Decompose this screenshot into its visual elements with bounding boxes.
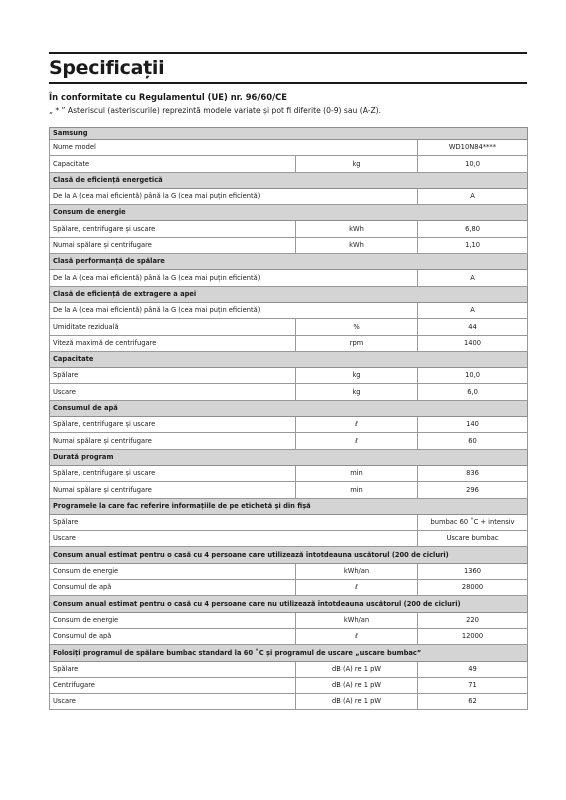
section-header-row	[50, 172, 528, 188]
section-title: Consum de energie	[50, 205, 528, 221]
row-value: 140	[418, 417, 528, 433]
row-label: Uscare	[50, 531, 418, 547]
section-title: Programele la care fac referire informațiile de pe etichetă și din fișă	[50, 498, 528, 514]
row-unit: ℓ	[296, 580, 418, 596]
row-value: 62	[418, 694, 528, 710]
table-row	[50, 563, 528, 579]
table-row	[50, 661, 528, 677]
row-label: Numai spălare și centrifugare	[50, 433, 296, 449]
row-label: Uscare	[50, 694, 296, 710]
table-row	[50, 368, 528, 384]
section-header-row	[50, 645, 528, 661]
section-header-row	[50, 449, 528, 465]
row-value: 836	[418, 465, 528, 481]
row-label: Capacitate	[50, 156, 296, 172]
table-row	[50, 335, 528, 351]
row-label: Consumul de apă	[50, 628, 296, 644]
row-value: bumbac 60 ˚C + intensiv	[418, 514, 528, 530]
page-title: Specificații	[49, 57, 165, 79]
table-row	[50, 694, 528, 710]
row-value: Uscare bumbac	[418, 531, 528, 547]
row-unit: dB (A) re 1 pW	[296, 661, 418, 677]
section-title: Clasă de eficiență energetică	[50, 172, 528, 188]
row-label: Consumul de apă	[50, 580, 296, 596]
row-unit: kg	[296, 368, 418, 384]
section-header-row	[50, 128, 528, 140]
row-value: 10,0	[418, 368, 528, 384]
row-label: Spălare, centrifugare și uscare	[50, 417, 296, 433]
row-value: 49	[418, 661, 528, 677]
row-value: 60	[418, 433, 528, 449]
section-header-row	[50, 400, 528, 416]
section-title: Consum anual estimat pentru o casă cu 4 persoane care utilizează întotdeauna uscătorul (200 de cicluri)	[50, 547, 528, 563]
table-row	[50, 531, 528, 547]
table-row	[50, 677, 528, 693]
row-unit: ℓ	[296, 433, 418, 449]
row-unit: kg	[296, 384, 418, 400]
asterisk-note: „ * ” Asteriscul (asteriscurile) reprezintă modele variate și pot fi diferite (0-9) sau (A-Z).	[49, 106, 382, 115]
table-row	[50, 156, 528, 172]
table-row	[50, 628, 528, 644]
section-title: Durată program	[50, 449, 528, 465]
table-row	[50, 319, 528, 335]
table-row	[50, 140, 528, 156]
row-value: 28000	[418, 580, 528, 596]
table-row	[50, 465, 528, 481]
table-row	[50, 221, 528, 237]
table-row	[50, 580, 528, 596]
row-unit: rpm	[296, 335, 418, 351]
row-unit: min	[296, 465, 418, 481]
row-unit: dB (A) re 1 pW	[296, 694, 418, 710]
table-row	[50, 384, 528, 400]
row-unit: kWh/an	[296, 563, 418, 579]
table-row	[50, 514, 528, 530]
table-row	[50, 270, 528, 286]
row-value: 12000	[418, 628, 528, 644]
table-row	[50, 482, 528, 498]
section-title: Samsung	[50, 128, 528, 140]
table-row	[50, 433, 528, 449]
row-value: 1400	[418, 335, 528, 351]
row-unit: ℓ	[296, 417, 418, 433]
section-title: Consum anual estimat pentru o casă cu 4 persoane care nu utilizează întotdeauna uscătorul (200 de cicluri)	[50, 596, 528, 612]
specifications-table	[49, 127, 528, 710]
row-value: 1360	[418, 563, 528, 579]
row-value: 6,0	[418, 384, 528, 400]
row-label: Centrifugare	[50, 677, 296, 693]
section-title: Clasă performanță de spălare	[50, 254, 528, 270]
row-label: Numai spălare și centrifugare	[50, 237, 296, 253]
row-unit: %	[296, 319, 418, 335]
row-value: 44	[418, 319, 528, 335]
section-title: Clasă de eficiență de extragere a apei	[50, 286, 528, 302]
row-label: Spălare	[50, 368, 296, 384]
row-unit: kg	[296, 156, 418, 172]
section-title: Capacitate	[50, 351, 528, 367]
row-label: Numai spălare și centrifugare	[50, 482, 296, 498]
table-row	[50, 188, 528, 204]
row-label: Consum de energie	[50, 612, 296, 628]
row-value: A	[418, 302, 528, 318]
section-header-row	[50, 286, 528, 302]
title-bar	[49, 52, 527, 84]
row-unit: kWh	[296, 221, 418, 237]
row-label: Spălare	[50, 661, 296, 677]
section-header-row	[50, 498, 528, 514]
row-label: Umiditate reziduală	[50, 319, 296, 335]
row-value: 71	[418, 677, 528, 693]
table-row	[50, 237, 528, 253]
row-label: Viteză maximă de centrifugare	[50, 335, 296, 351]
row-value: A	[418, 270, 528, 286]
conformity-heading: În conformitate cu Regulamentul (UE) nr. 96/60/CE	[49, 92, 288, 102]
row-unit: dB (A) re 1 pW	[296, 677, 418, 693]
section-header-row	[50, 205, 528, 221]
row-label: Spălare, centrifugare și uscare	[50, 221, 296, 237]
row-value: 1,10	[418, 237, 528, 253]
row-unit: kWh	[296, 237, 418, 253]
row-value: WD10N84****	[418, 140, 528, 156]
row-unit: ℓ	[296, 628, 418, 644]
row-label: Consum de energie	[50, 563, 296, 579]
row-label: De la A (cea mai eficientă) până la G (cea mai puțin eficientă)	[50, 270, 418, 286]
row-value: 296	[418, 482, 528, 498]
row-label: Uscare	[50, 384, 296, 400]
row-unit: min	[296, 482, 418, 498]
section-header-row	[50, 351, 528, 367]
section-header-row	[50, 547, 528, 563]
table-row	[50, 417, 528, 433]
row-label: Spălare	[50, 514, 418, 530]
row-label: De la A (cea mai eficientă) până la G (cea mai puțin eficientă)	[50, 302, 418, 318]
table-row	[50, 612, 528, 628]
section-header-row	[50, 254, 528, 270]
section-header-row	[50, 596, 528, 612]
section-title: Folosiți programul de spălare bumbac standard la 60 ˚C și programul de uscare „uscare bumbac”	[50, 645, 528, 661]
row-label: Nume model	[50, 140, 418, 156]
row-label: De la A (cea mai eficientă) până la G (cea mai puțin eficientă)	[50, 188, 418, 204]
row-value: 6,80	[418, 221, 528, 237]
row-value: 10,0	[418, 156, 528, 172]
table-row	[50, 302, 528, 318]
row-value: A	[418, 188, 528, 204]
specifications-body	[50, 128, 528, 710]
row-value: 220	[418, 612, 528, 628]
row-label: Spălare, centrifugare și uscare	[50, 465, 296, 481]
section-title: Consumul de apă	[50, 400, 528, 416]
row-unit: kWh/an	[296, 612, 418, 628]
